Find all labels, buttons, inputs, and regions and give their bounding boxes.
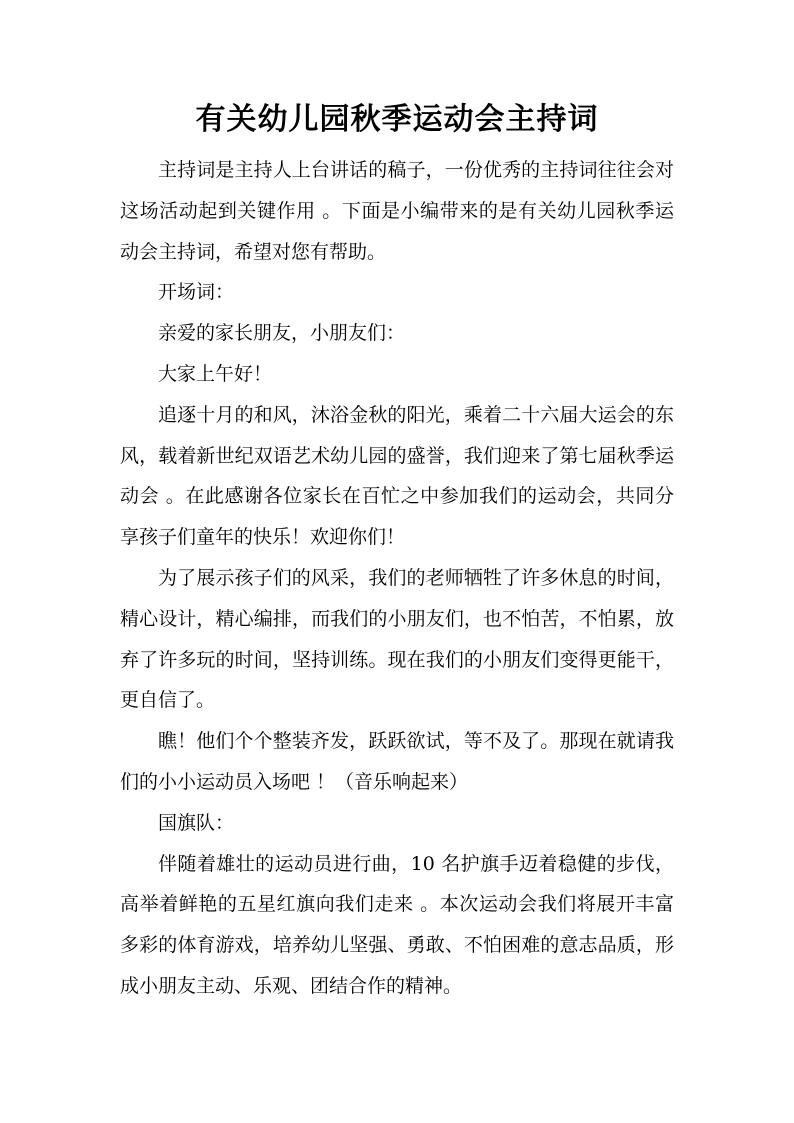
- document-body: [120, 150, 674, 1007]
- paragraph-entrance: 瞧！他们个个整装齐发，跃跃欲试，等不及了。那现在就请我们的小小运动员入场吧 ！（音乐响起来）: [120, 730, 674, 793]
- paragraph-intro: 主持词是主持人上台讲话的稿子，一份优秀的主持词往往会对这场活动起到关键作用 。下面是小编带来的是有关幼儿园秋季运动会主持词，希望对您有帮助。: [120, 159, 674, 263]
- paragraph-salutation: 亲爱的家长朋友，小朋友们：: [158, 322, 406, 345]
- paragraph-preparation: 为了展示孩子们的风采，我们的老师牺牲了许多休息的时间，精心设计，精心编排，而我们的小朋友们，也不怕苦，不怕累，放弃了许多玩的时间，坚持训练。现在我们的小朋友们变得更能干，更自信了。: [120, 566, 674, 712]
- paragraph-opening-heading: 开场词：: [158, 281, 235, 304]
- paragraph-flag-team-heading: 国旗队：: [158, 811, 235, 834]
- paragraph-welcome: 追逐十月的和风，沐浴金秋的阳光，乘着二十六届大运会的东风，载着新世纪双语艺术幼儿园的盛誉，我们迎来了第七届秋季运动会 。在此感谢各位家长在百忙之中参加我们的运动会，共同分享孩子们童年的快乐！欢迎你们！: [120, 403, 674, 549]
- paragraph-flag-team: 伴随着雄壮的运动员进行曲，10 名护旗手迈着稳健的步伐，高举着鲜艳的五星红旗向我们走来 。本次运动会我们将展开丰富多彩的体育游戏，培养幼儿坚强、勇敢、不怕困难的意志品质，形成小朋友主动、乐观、团结合作的精神。: [120, 852, 674, 997]
- paragraph-greeting: 大家上午好！: [158, 362, 273, 385]
- page-title: 有关幼儿园秋季运动会主持词: [195, 102, 599, 137]
